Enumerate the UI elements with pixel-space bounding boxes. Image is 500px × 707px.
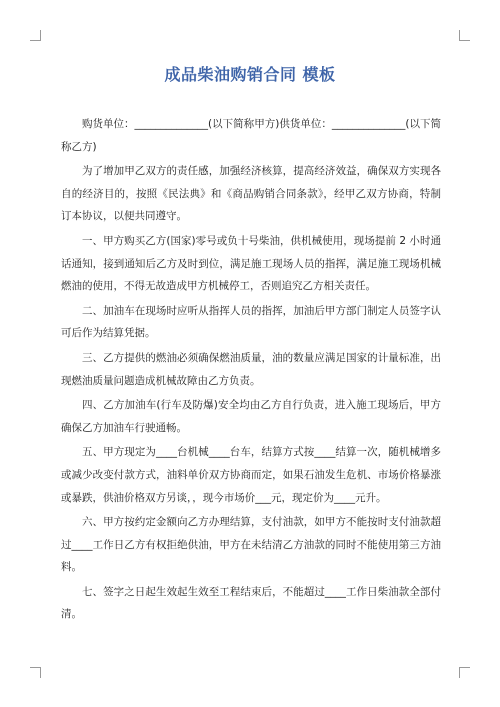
- crop-mark-bottom-left: [30, 667, 41, 678]
- crop-mark-top-right: [459, 30, 470, 41]
- document-body: [61, 113, 441, 628]
- preamble-paragraph: 为了增加甲乙双方的责任感，加强经济核算，提高经济效益，确保双方实现各自的经济目的，按照《民法典》和《商品购销合同条款》，经甲乙双方协商，特制订本协议，以便共同遵守。: [61, 165, 441, 223]
- crop-mark-top-left: [30, 30, 41, 41]
- clause-6: 六、甲方按约定金额向乙方办理结算，支付油款，如甲方不能按时支付油款超过____工作日乙方有权拒绝供油，甲方在未结清乙方油款的同时不能使用第三方油料。: [61, 516, 441, 574]
- crop-mark-bottom-right: [459, 667, 470, 678]
- clause-2: 二、加油车在现场时应听从指挥人员的指挥，加油后甲方部门制定人员签字认可后作为结算凭据。: [61, 304, 441, 340]
- clause-1: 一、甲方购买乙方(国家)零号或负十号柴油，供机械使用，现场提前 2 小时通话通知，接到通知后乙方及时到位，满足施工现场人员的指挥，满足施工现场机械燃油的使用，不得无故造成甲方机械停工，否则追究乙方相关责任。: [61, 234, 441, 293]
- parties-paragraph: 购货单位：______________(以下简称甲方)供货单位：______________(以下简称乙方): [61, 118, 441, 153]
- document-title: 成品柴油购销合同 模板: [164, 65, 336, 84]
- clause-3: 三、乙方提供的燃油必须确保燃油质量，油的数量应满足国家的计量标准，出现燃油质量问题造成机械故障由乙方负责。: [61, 351, 441, 387]
- clause-5: 五、甲方现定为____台机械____台车，结算方式按____结算一次，随机械增多或减少改变付款方式，油料单价双方协商而定，如果石油发生危机、市场价格暴涨或暴跌，供油价格双方另谈，，现今市场价___元，现定价为____元升。: [61, 446, 441, 504]
- clause-7: 七、签字之日起生效起生效至工程结束后，不能超过____工作日柴油款全部付清。: [61, 585, 441, 621]
- clause-4: 四、乙方加油车(行车及防爆)安全均由乙方自行负责，进入施工现场后，甲方确保乙方加油车行驶通畅。: [61, 399, 441, 434]
